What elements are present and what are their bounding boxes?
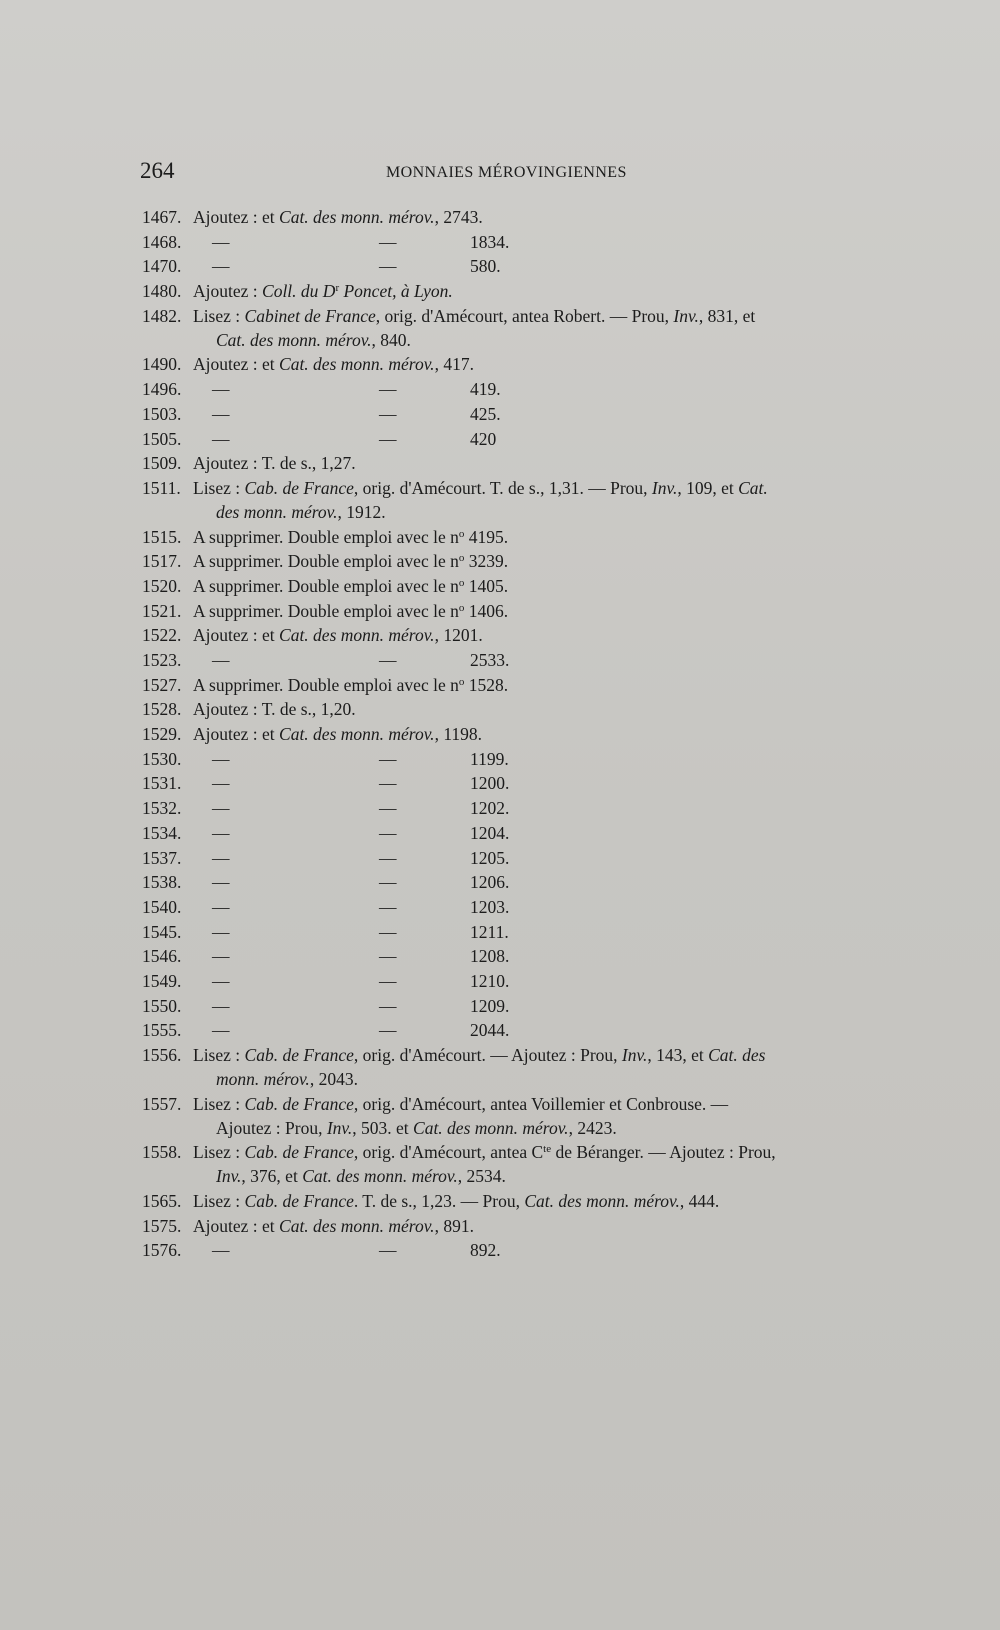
entry-number: 1540. xyxy=(142,896,182,917)
entry-number: 1556. xyxy=(142,1045,182,1065)
entry-text: Ajoutez : et Cat. des monn. mérov., 417. xyxy=(193,354,474,375)
entry-number: 1527. xyxy=(142,674,182,695)
entry-number: 1557. xyxy=(142,1093,182,1114)
entry xyxy=(142,1214,902,1238)
entry-text: Lisez : Cab. de France. T. de s., 1,23. — Prou, Cat. des monn. mérov., 444. xyxy=(193,1191,720,1212)
entry-number: 1532. xyxy=(142,798,182,819)
entry xyxy=(142,747,902,771)
ditto-mark: — xyxy=(212,428,230,449)
entry xyxy=(142,920,902,944)
ditto-mark: — xyxy=(379,1020,397,1041)
entry xyxy=(142,279,902,303)
ditto-mark: — xyxy=(379,798,397,819)
ditto-mark: — xyxy=(379,379,397,400)
entry-number: 1531. xyxy=(142,773,182,794)
entry xyxy=(142,771,902,795)
entry-continuation: des monn. mérov., 1912. xyxy=(216,501,386,522)
entry xyxy=(142,821,902,845)
entry-number: 1503. xyxy=(142,403,182,424)
entry-text: Ajoutez : Coll. du $D^r$ Poncet, à Lyon. xyxy=(193,281,453,302)
page-header xyxy=(140,158,890,188)
entry xyxy=(142,525,902,549)
entry xyxy=(142,969,902,993)
entry-number: 1505. xyxy=(142,428,182,449)
running-title: MONNAIES MÉROVINGIENNES xyxy=(386,164,627,181)
entry-number: 1496. xyxy=(142,379,182,400)
entry xyxy=(142,205,902,229)
entry-text: A supprimer. Double emploi avec le $n^o$ 1405. xyxy=(193,575,509,596)
entry xyxy=(142,895,902,919)
entry-value: 1210. xyxy=(470,970,510,991)
entry-continuation: Cat. des monn. mérov., 840. xyxy=(216,329,411,350)
ditto-mark: — xyxy=(212,256,230,277)
entry-text: Ajoutez : et Cat. des monn. mérov., 2743. xyxy=(193,207,483,227)
entry-value: 1205. xyxy=(470,847,510,868)
entry xyxy=(142,1018,902,1042)
entry-number: 1575. xyxy=(142,1215,182,1236)
ditto-mark: — xyxy=(212,995,230,1016)
entry xyxy=(142,254,902,278)
entry-text: Lisez : Cab. de France, orig. d'Amécourt, antea Voillemier et Conbrouse. — xyxy=(193,1093,729,1114)
entry-number: 1534. xyxy=(142,822,182,843)
entry-continuation: Inv., 376, et Cat. des monn. mérov., 2534. xyxy=(216,1166,506,1187)
entry xyxy=(142,1238,902,1262)
entry-value: 1211. xyxy=(470,921,509,942)
entry xyxy=(142,427,902,451)
entry-text: A supprimer. Double emploi avec le $n^o$ 3239. xyxy=(193,551,509,572)
entry-number: 1550. xyxy=(142,995,182,1016)
entry-number: 1528. xyxy=(142,699,182,720)
entry-value: 1200. xyxy=(470,773,510,794)
entry-number: 1529. xyxy=(142,724,182,745)
ditto-mark: — xyxy=(212,970,230,991)
entry-number: 1522. xyxy=(142,625,182,646)
ditto-mark: — xyxy=(212,798,230,819)
entry-number: 1468. xyxy=(142,231,182,252)
entry-number: 1565. xyxy=(142,1191,182,1212)
entry-continuation: Ajoutez : Prou, Inv., 503. et Cat. des monn. mérov., 2423. xyxy=(216,1117,617,1138)
ditto-mark: — xyxy=(379,428,397,449)
ditto-mark: — xyxy=(212,231,230,252)
ditto-mark: — xyxy=(379,872,397,893)
entry xyxy=(142,402,902,426)
entry-number: 1558. xyxy=(142,1142,182,1163)
entry xyxy=(142,574,902,598)
entry-number: 1555. xyxy=(142,1020,182,1041)
entry-number: 1521. xyxy=(142,600,182,621)
entry xyxy=(142,549,902,573)
entry xyxy=(142,870,902,894)
entry-text: Ajoutez : T. de s., 1,27. xyxy=(193,453,356,474)
entry-number: 1470. xyxy=(142,256,182,277)
ditto-mark: — xyxy=(379,946,397,967)
entry xyxy=(142,476,902,524)
entry xyxy=(142,722,902,746)
ditto-mark: — xyxy=(212,1020,230,1041)
entry xyxy=(142,623,902,647)
ditto-mark: — xyxy=(212,773,230,794)
entry-number: 1467. xyxy=(142,207,182,227)
ditto-mark: — xyxy=(379,896,397,917)
entry-value: 1206. xyxy=(470,872,510,893)
entry xyxy=(142,1092,902,1140)
entry-number: 1511. xyxy=(142,477,181,498)
entry-text: Lisez : Cab. de France, orig. d'Amécourt. T. de s., 1,31. — Prou, Inv., 109, et Cat. xyxy=(193,477,768,498)
entry xyxy=(142,1189,902,1213)
entry-value: 1199. xyxy=(470,748,509,769)
entry-number: 1538. xyxy=(142,872,182,893)
entry-text: Ajoutez : T. de s., 1,20. xyxy=(193,699,356,720)
entry-number: 1515. xyxy=(142,526,182,547)
entry-list xyxy=(142,205,902,1263)
entry-number: 1482. xyxy=(142,305,182,326)
entry-number: 1520. xyxy=(142,575,182,596)
entry-text: A supprimer. Double emploi avec le $n^o$ 1528. xyxy=(193,674,509,695)
entry xyxy=(142,352,902,376)
ditto-mark: — xyxy=(212,379,230,400)
entry xyxy=(142,944,902,968)
entry xyxy=(142,377,902,401)
entry-number: 1546. xyxy=(142,946,182,967)
entry-value: 1208. xyxy=(470,946,510,967)
entry xyxy=(142,1043,902,1091)
ditto-mark: — xyxy=(212,896,230,917)
entry-number: 1530. xyxy=(142,748,182,769)
entry-number: 1549. xyxy=(142,970,182,991)
ditto-mark: — xyxy=(379,1240,397,1261)
entry-text: Lisez : Cab. de France, orig. d'Amécourt. — Ajoutez : Prou, Inv., 143, et Cat. des xyxy=(193,1045,766,1065)
ditto-mark: — xyxy=(212,822,230,843)
entry-value: 2533. xyxy=(470,650,510,670)
ditto-mark: — xyxy=(379,847,397,868)
ditto-mark: — xyxy=(379,773,397,794)
entry-continuation: monn. mérov., 2043. xyxy=(216,1069,358,1089)
entry-value: 420 xyxy=(470,428,497,449)
entry-value: 1209. xyxy=(470,995,510,1016)
entry xyxy=(142,648,902,672)
entry xyxy=(142,451,902,475)
entry-number: 1576. xyxy=(142,1240,182,1261)
entry-value: 1203. xyxy=(470,896,510,917)
ditto-mark: — xyxy=(212,847,230,868)
entry-value: 425. xyxy=(470,403,501,424)
entry-number: 1480. xyxy=(142,281,182,302)
entry-text: A supprimer. Double emploi avec le $n^o$ 4195. xyxy=(193,526,509,547)
ditto-mark: — xyxy=(379,650,397,670)
entry-number: 1523. xyxy=(142,650,182,670)
entry-number: 1509. xyxy=(142,453,182,474)
entry-text: Ajoutez : et Cat. des monn. mérov., 891. xyxy=(193,1215,474,1236)
entry-value: 1202. xyxy=(470,798,510,819)
entry xyxy=(142,673,902,697)
entry-value: 1204. xyxy=(470,822,510,843)
ditto-mark: — xyxy=(379,921,397,942)
ditto-mark: — xyxy=(212,946,230,967)
ditto-mark: — xyxy=(379,256,397,277)
ditto-mark: — xyxy=(379,748,397,769)
entry-value: 580. xyxy=(470,256,501,277)
entry xyxy=(142,599,902,623)
entry xyxy=(142,796,902,820)
ditto-mark: — xyxy=(212,650,230,670)
ditto-mark: — xyxy=(212,403,230,424)
entry-number: 1545. xyxy=(142,921,182,942)
entry-number: 1517. xyxy=(142,551,182,572)
entry xyxy=(142,994,902,1018)
entry xyxy=(142,846,902,870)
entry xyxy=(142,230,902,254)
entry xyxy=(142,1140,902,1188)
entry-value: 1834. xyxy=(470,231,510,252)
entry-number: 1490. xyxy=(142,354,182,375)
entry-text: Ajoutez : et Cat. des monn. mérov., 1201. xyxy=(193,625,483,646)
entry-value: 892. xyxy=(470,1240,501,1261)
entry xyxy=(142,304,902,352)
entry-text: Lisez : Cab. de France, orig. d'Amécourt, antea $C^{te}$ de Béranger. — Ajoutez : Prou, xyxy=(193,1142,776,1163)
ditto-mark: — xyxy=(379,822,397,843)
ditto-mark: — xyxy=(379,970,397,991)
ditto-mark: — xyxy=(212,921,230,942)
entry-value: 2044. xyxy=(470,1020,510,1041)
entry-value: 419. xyxy=(470,379,501,400)
page-number: 264 xyxy=(140,158,175,183)
ditto-mark: — xyxy=(212,872,230,893)
entry xyxy=(142,697,902,721)
ditto-mark: — xyxy=(212,1240,230,1261)
entry-text: Ajoutez : et Cat. des monn. mérov., 1198. xyxy=(193,724,483,745)
entry-text: A supprimer. Double emploi avec le $n^o$ 1406. xyxy=(193,600,509,621)
entry-text: Lisez : Cabinet de France, orig. d'Amécourt, antea Robert. — Prou, Inv., 831, et xyxy=(193,305,756,326)
ditto-mark: — xyxy=(379,403,397,424)
ditto-mark: — xyxy=(379,995,397,1016)
ditto-mark: — xyxy=(379,231,397,252)
ditto-mark: — xyxy=(212,748,230,769)
entry-number: 1537. xyxy=(142,847,182,868)
